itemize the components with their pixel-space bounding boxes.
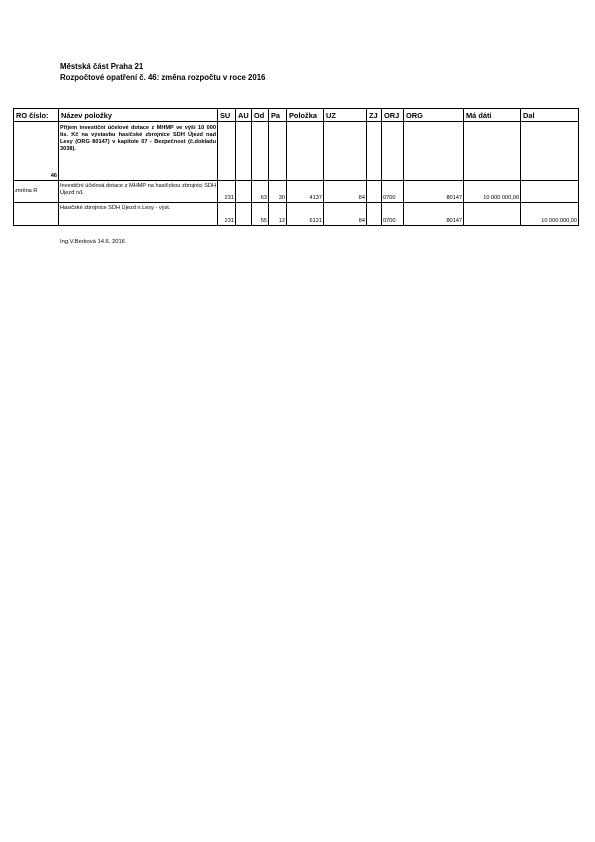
table-row [14,203,579,226]
cell-dal: 10 000 000,00 [521,203,579,226]
cell-ma-dati [464,203,521,226]
column-header-ro: RO číslo: [14,109,59,122]
cell-su: 231 [218,181,236,203]
cell-polozka: 6121 [287,203,324,226]
column-header-dal: Dal [521,109,579,122]
column-header-od: Od [252,109,269,122]
row-ro-label: změna R [14,181,59,203]
cell-orj: 0700 [382,181,404,203]
cell-au [236,203,252,226]
cell-pa: 12 [269,203,287,226]
column-header-su: SU [218,109,236,122]
cell-org: 80147 [404,203,464,226]
cell-pa: 30 [269,181,287,203]
document-title: Rozpočtové opatření č. 46: změna rozpočtu v roce 2016 [60,73,266,82]
column-header-uz: UZ [324,109,367,122]
cell-od: 55 [252,203,269,226]
cell-uz: 84 [324,181,367,203]
column-header-polozka: Položka [287,109,324,122]
document-header [60,62,265,84]
column-header-name: Název položky [59,109,218,122]
budget-table [13,108,579,226]
row-item-name: Hasičské zbrojnice SDH Újezd n.Lesy - výst. [59,203,218,226]
cell-orj: 0700 [382,203,404,226]
column-header-zj: ZJ [367,109,382,122]
intro-row [14,122,579,181]
cell-org: 80147 [404,181,464,203]
table-row [14,181,579,203]
cell-su: 231 [218,203,236,226]
cell-polozka: 4137 [287,181,324,203]
cell-dal [521,181,579,203]
column-header-org: ORG [404,109,464,122]
cell-uz: 84 [324,203,367,226]
ro-number: 46 [14,122,59,181]
column-header-ma-dati: Má dáti [464,109,521,122]
municipality-title: Městská část Praha 21 [60,62,144,71]
column-header-pa: Pa [269,109,287,122]
cell-od: 63 [252,181,269,203]
row-item-name: Investiční účelová dotace z MHMP na hasičckou zbrojnici SDH Újezd n/L [59,181,218,203]
row-ro-label [14,203,59,226]
column-header-orj: ORJ [382,109,404,122]
column-header-au: AU [236,109,252,122]
intro-description: Příjem investiční účelové dotace z MHMP ve výši 10 000 tis. Kč na výstavbu hasičské zbrojnice SDH Újezd nad Lesy (ORG 80147) v kapitole 07 - Bezpečnost (č.dokladu 3038). [59,122,218,181]
cell-au [236,181,252,203]
table-header-row [14,109,579,122]
cell-zj [367,181,382,203]
signature-line: Ing.V.Berková 14.6. 2016 [60,239,125,245]
cell-ma-dati: 10 000 000,00 [464,181,521,203]
cell-zj [367,203,382,226]
